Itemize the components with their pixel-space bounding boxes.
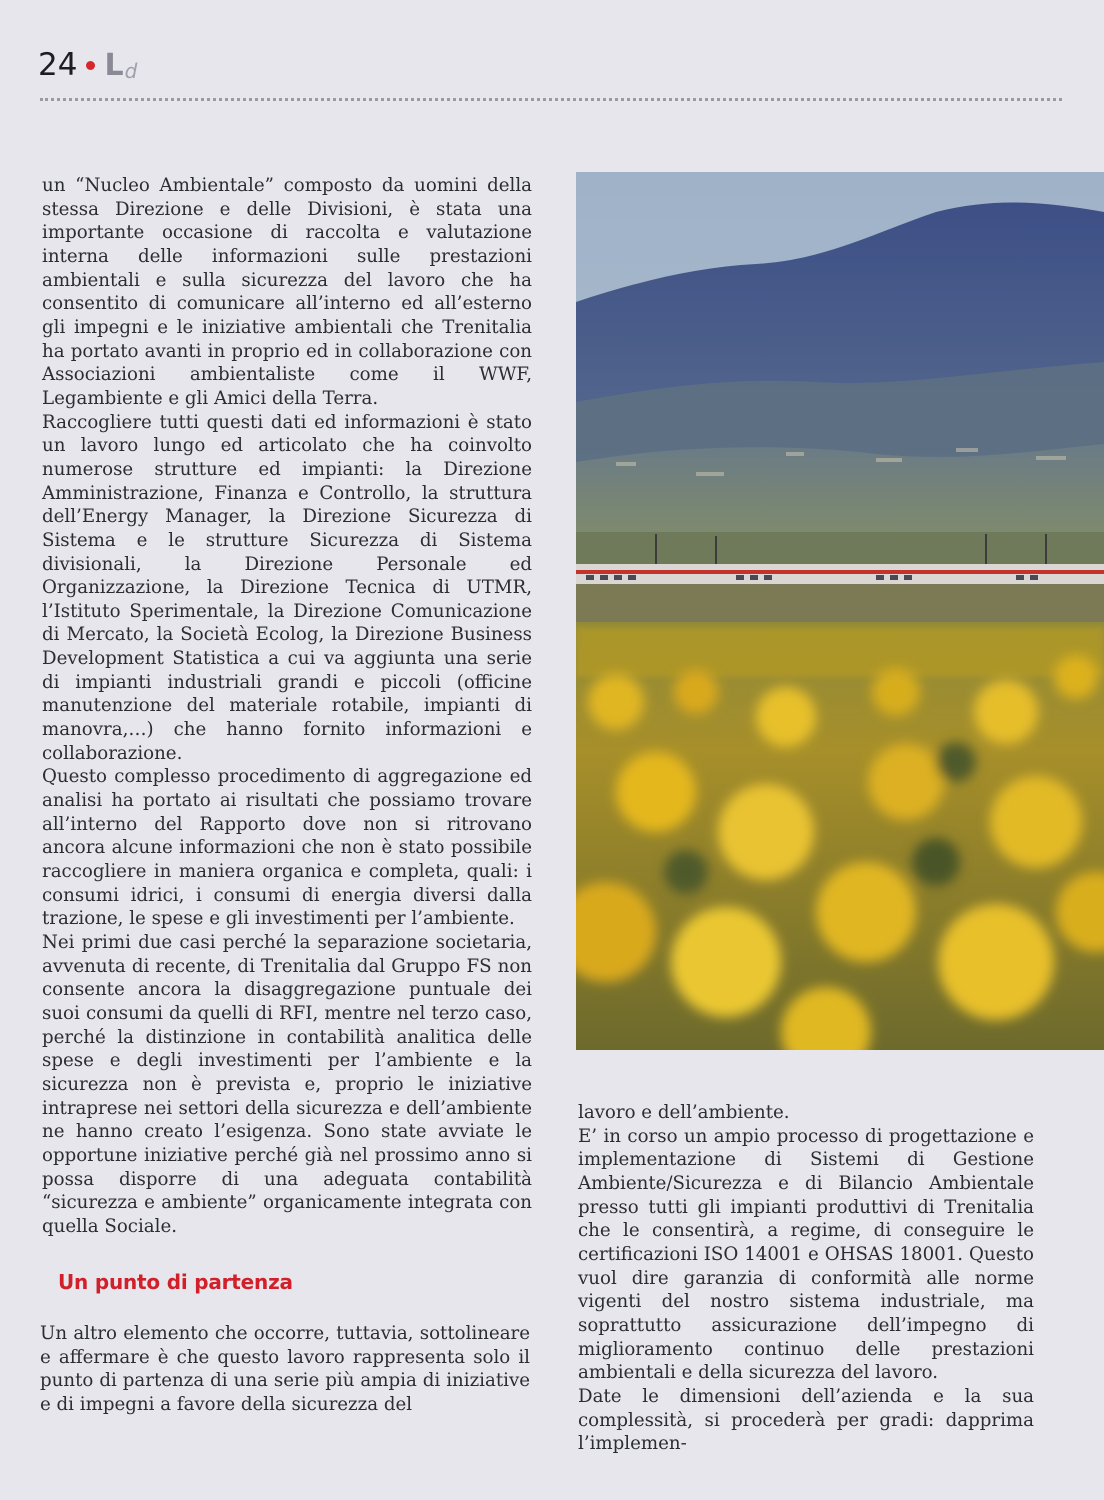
sunflower-train-photo: [576, 172, 1104, 1050]
paragraph: lavoro e dell’ambiente.: [578, 1102, 790, 1123]
logo-letter-main: L: [104, 47, 124, 83]
paragraph: E’ in corso un ampio processo di progettazione e implementazione di Sistemi di Gestione Ambiente/Sicurezza e di Bilancio Ambientale presso tutti gli impianti produttivi di Trenitalia che le consentirà, a regime, di conseguire le certificazioni ISO 14001 e OHSAS 18001. Questo vuol dire garanzia di conformità alle norme vigenti del nostro sistema industriale, ma soprattutto assicurazione dell’impegno di miglioramento continuo delle prestazioni ambientali e della sicurezza del lavoro.: [578, 1125, 1034, 1384]
article-column-left: [42, 174, 532, 1239]
section-heading: Un punto di partenza: [58, 1270, 293, 1294]
article-column-right: [578, 1101, 1034, 1456]
paragraph: un “Nucleo Ambientale” composto da uomini della stessa Direzione e delle Divisioni, è stata una importante occasione di raccolta e valutazione interna delle informazioni sulle prestazioni ambientali e sulla sicurezza del lavoro che ha consentito di comunicare all’interno ed all’esterno gli impegni e le iniziative ambientali che Trenitalia ha portato avanti in proprio ed in collaborazione con Associazioni ambientaliste come il WWF, Legambiente e gli Amici della Terra.: [42, 175, 532, 409]
paragraph: Date le dimensioni dell’azienda e la sua complessità, si procederà per gradi: dapprima l’implemen-: [578, 1385, 1034, 1455]
magazine-logo: [104, 48, 137, 83]
paragraph: Questo complesso procedimento di aggregazione ed analisi ha portato ai risultati che possiamo trovare all’interno del Rapporto dove non si ritrovano ancora alcune informazioni che non è stato possibile raccogliere in maniera organica e completa, quali: i consumi idrici, i consumi di energia diversi dalla trazione, le spese e gli investimenti per l’ambiente.: [42, 766, 532, 930]
paragraph: Un altro elemento che occorre, tuttavia, sottolineare e affermare è che questo lavoro rappresenta solo il punto di partenza di una serie più ampia di iniziative e di impegni a favore della sicurezza del: [40, 1323, 530, 1415]
logo-letter-sub: d: [124, 58, 138, 83]
paragraph: Nei primi due casi perché la separazione societaria, avvenuta di recente, di Trenitalia dal Gruppo FS non consente ancora la disaggregazione puntuale dei suoi consumi da quelli di RFI, mentre nel terzo caso, perché la distinzione in contabilità analitica delle spese e degli investimenti per l’ambiente e la sicurezza non è prevista e, proprio le iniziative intraprese nei settori della sicurezza e dell’ambiente ne hanno creato l’esigenza. Sono state avviate le opportune iniziative perché già nel prossimo anno si possa disporre di una adeguata contabilità “sicurezza e ambiente” organicamente integrata con quella Sociale.: [42, 932, 532, 1237]
dotted-divider: [40, 98, 1062, 101]
page-header: [38, 40, 137, 90]
page-number: 24: [38, 47, 78, 83]
paragraph: Raccogliere tutti questi dati ed informazioni è stato un lavoro lungo ed articolato che ha coinvolto numerose strutture ed impianti: la Direzione Amministrazione, Finanza e Controllo, la struttura dell’Energy Manager, la Direzione Sicurezza di Sistema e le strutture Sicurezza di Sistema divisionali, la Direzione Personale ed Organizzazione, la Direzione Tecnica di UTMR, l’Istituto Sperimentale, la Direzione Comunicazione di Mercato, la Società Ecolog, la Direzione Business Development Statistica a cui va aggiunta una serie di impianti industriali grandi e piccoli (officine manutenzione del materiale rotabile, impianti di manovra,…) che hanno fornito informazioni e collaborazione.: [42, 411, 532, 764]
red-bullet-icon: [86, 61, 95, 70]
article-column-left-bottom: [40, 1322, 530, 1417]
